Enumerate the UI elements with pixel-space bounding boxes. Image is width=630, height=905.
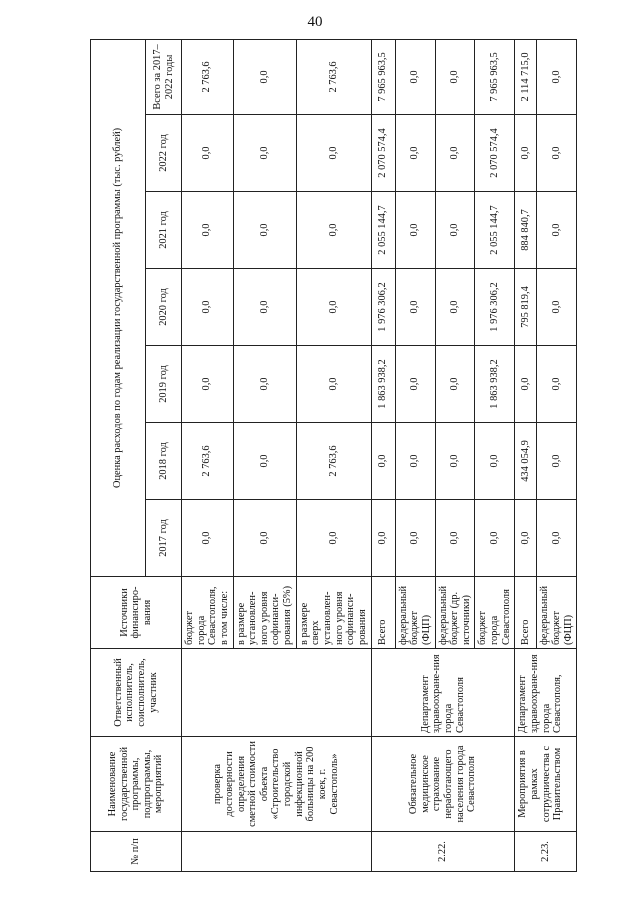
value-cell: 2 055 144,7 [371, 192, 395, 269]
value-cell: 0,0 [233, 269, 296, 346]
value-cell: 0,0 [233, 346, 296, 423]
value-cell: 0,0 [182, 192, 234, 269]
value-cell: 0,0 [395, 269, 435, 346]
value-cell: 0,0 [233, 115, 296, 192]
header-year-2022: 2022 год [146, 115, 182, 192]
header-year-2021: 2021 год [146, 192, 182, 269]
value-cell: 2 763,6 [182, 423, 234, 500]
value-cell: 0,0 [395, 500, 435, 577]
header-estimate: Оценка расходов по годам реализации государственной программы (тыс. рублей) [91, 39, 146, 576]
value-cell: 0,0 [537, 500, 577, 577]
row-source: федеральный бюджет (др. источники) [435, 577, 475, 649]
row-source: федеральный бюджет (ФЦП) [537, 577, 577, 649]
g2-responsible: Департамент здравоохране-ния города Севастополя [371, 649, 515, 737]
value-cell: 795 819,4 [515, 269, 537, 346]
value-cell: 7 965 963,5 [475, 39, 515, 114]
value-cell: 2 114 715,0 [515, 39, 537, 114]
g2-num: 2.22. [371, 832, 515, 872]
value-cell: 0,0 [371, 500, 395, 577]
g3-name: Мероприятия в рамках сотрудничества с Правительством [515, 737, 577, 832]
row-source: бюджет города Севастополя [475, 577, 515, 649]
value-cell: 0,0 [515, 500, 537, 577]
g3-responsible: Департамент здравоохране-ния города Севастополя, [515, 649, 577, 737]
value-cell: 0,0 [395, 346, 435, 423]
row-source: Всего [371, 577, 395, 649]
header-num: № п/п [91, 832, 182, 872]
row-source: Всего [515, 577, 537, 649]
budget-table [90, 39, 577, 872]
value-cell: 0,0 [515, 115, 537, 192]
header-total: Всего за 2017–2022 годы [146, 39, 182, 114]
g3-num: 2.23. [515, 832, 577, 872]
row-source: в размере сверх установлен-ного уровня софинанси-рования [296, 577, 371, 649]
value-cell: 2 763,6 [296, 39, 371, 114]
g1-responsible [182, 649, 372, 737]
value-cell: 0,0 [435, 500, 475, 577]
value-cell: 0,0 [435, 39, 475, 114]
value-cell: 0,0 [182, 346, 234, 423]
value-cell: 0,0 [537, 39, 577, 114]
value-cell: 0,0 [296, 192, 371, 269]
value-cell: 0,0 [395, 423, 435, 500]
value-cell: 0,0 [296, 500, 371, 577]
value-cell: 0,0 [435, 423, 475, 500]
value-cell: 0,0 [537, 423, 577, 500]
row-source: бюджет города Севастополя, в том числе: [182, 577, 234, 649]
table-row [515, 39, 537, 871]
value-cell: 0,0 [537, 269, 577, 346]
header-year-2019: 2019 год [146, 346, 182, 423]
value-cell: 0,0 [435, 346, 475, 423]
value-cell: 2 763,6 [296, 423, 371, 500]
value-cell: 0,0 [537, 346, 577, 423]
value-cell: 0,0 [435, 269, 475, 346]
value-cell: 2 070 574,4 [371, 115, 395, 192]
value-cell: 0,0 [296, 269, 371, 346]
value-cell: 1 863 938,2 [371, 346, 395, 423]
value-cell: 0,0 [395, 192, 435, 269]
value-cell: 0,0 [296, 346, 371, 423]
value-cell: 0,0 [537, 192, 577, 269]
value-cell: 2 763,6 [182, 39, 234, 114]
g2-name: Обязательное медицинское страхование неработающего населения города Севастополя [371, 737, 515, 832]
value-cell: 0,0 [475, 423, 515, 500]
value-cell: 0,0 [182, 269, 234, 346]
value-cell: 0,0 [233, 423, 296, 500]
rotated-table-area [90, 40, 574, 872]
header-year-2018: 2018 год [146, 423, 182, 500]
value-cell: 0,0 [233, 500, 296, 577]
value-cell: 2 055 144,7 [475, 192, 515, 269]
value-cell: 0,0 [395, 39, 435, 114]
page-number: 40 [307, 14, 323, 30]
value-cell: 0,0 [537, 115, 577, 192]
budget-table-rotated [90, 40, 574, 872]
header-responsible: Ответственный исполнитель, соисполнитель, участник [91, 649, 182, 737]
g1-name: проверка достоверности определения сметной стоимости объекта «Строительство городской инфекционной больницы на 200 коек, г. Севастополь» [182, 737, 372, 832]
value-cell: 2 070 574,4 [475, 115, 515, 192]
row-source: в размере установлен-ного уровня софинанси-рования (5%) [233, 577, 296, 649]
header-year-2020: 2020 год [146, 269, 182, 346]
row-source: федеральный бюджет (ФЦП) [395, 577, 435, 649]
value-cell: 0,0 [515, 346, 537, 423]
header-name: Наименование государственной программы, подпрограммы, мероприятий [91, 737, 182, 832]
value-cell: 434 054,9 [515, 423, 537, 500]
value-cell: 0,0 [233, 192, 296, 269]
value-cell: 1 976 306,2 [371, 269, 395, 346]
value-cell: 0,0 [296, 115, 371, 192]
value-cell: 1 976 306,2 [475, 269, 515, 346]
table-row [182, 39, 234, 871]
value-cell: 7 965 963,5 [371, 39, 395, 114]
value-cell: 0,0 [435, 192, 475, 269]
value-cell: 1 863 938,2 [475, 346, 515, 423]
value-cell: 0,0 [371, 423, 395, 500]
table-row [371, 39, 395, 871]
header-sources: Источники финансиро-вания [91, 577, 182, 649]
value-cell: 0,0 [475, 500, 515, 577]
value-cell: 0,0 [395, 115, 435, 192]
header-year-2017: 2017 год [146, 500, 182, 577]
value-cell: 0,0 [182, 500, 234, 577]
value-cell: 0,0 [182, 115, 234, 192]
value-cell: 0,0 [435, 115, 475, 192]
g1-num-cell [182, 832, 372, 872]
value-cell: 0,0 [233, 39, 296, 114]
value-cell: 884 840,7 [515, 192, 537, 269]
